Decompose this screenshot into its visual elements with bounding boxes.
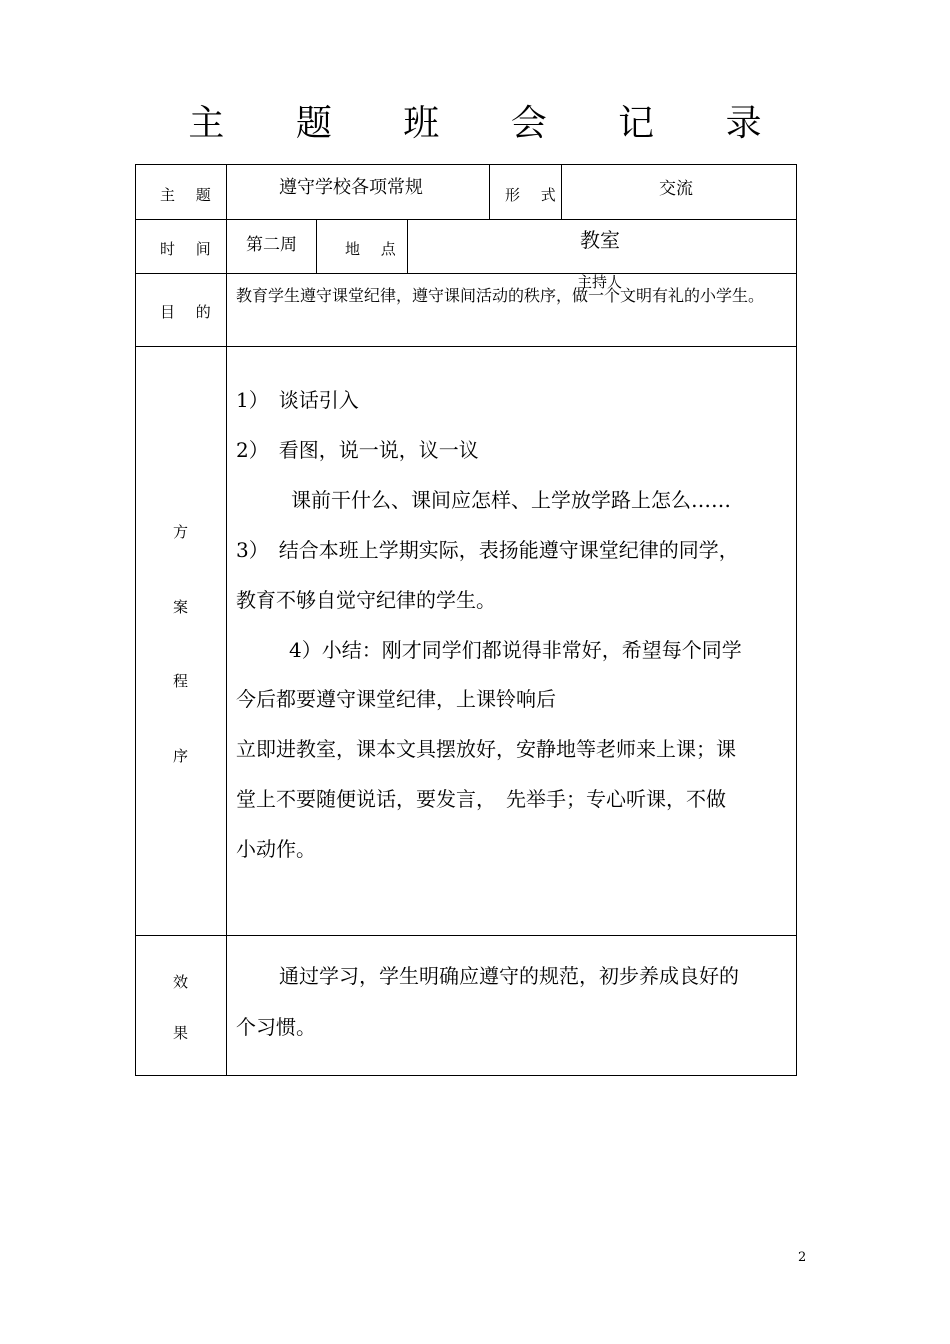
column-divider (226, 165, 227, 1075)
plan-line: 课前干什么、课间应怎样、上学放学路上怎么…… (291, 488, 731, 512)
plan-line: 教育不够自觉守纪律的学生。 (236, 588, 496, 612)
host-label: 主持人 (577, 273, 623, 291)
place-label: 地 点 (345, 240, 404, 258)
form-label: 形 式 (505, 186, 564, 204)
effect-label-char: 果 (173, 1024, 197, 1042)
column-divider (489, 165, 490, 219)
plan-label-char: 方 (173, 523, 197, 541)
topic-value: 遵守学校各项常规 (279, 177, 423, 198)
time-value: 第二周 (246, 235, 297, 255)
plan-line: 立即进教室，课本文具摆放好，安静地等老师来上课；课 (236, 737, 736, 761)
row-divider (136, 219, 796, 220)
plan-label-char: 案 (173, 598, 197, 616)
row-divider (136, 935, 796, 936)
time-label: 时 间 (160, 240, 219, 258)
form-value: 交流 (659, 179, 693, 199)
plan-line: 1） 谈话引入 (236, 388, 359, 412)
page-title: 主 题 班 会 记 录 (188, 103, 792, 144)
place-value: 教室 (580, 228, 620, 252)
effect-label-char: 效 (173, 973, 197, 991)
column-divider (316, 219, 317, 273)
plan-line: 今后都要遵守课堂纪律，上课铃响后 (236, 687, 556, 711)
page-number: 2 (798, 1250, 807, 1265)
purpose-label: 目 的 (160, 303, 219, 321)
plan-label-char: 程 (173, 672, 197, 690)
column-divider (407, 219, 408, 273)
plan-line: 4）小结：刚才同学们都说得非常好，希望每个同学 (289, 638, 742, 662)
row-divider (136, 346, 796, 347)
class-meeting-record-table (135, 164, 797, 1076)
plan-line: 小动作。 (236, 837, 316, 861)
plan-line: 2） 看图，说一说，议一议 (236, 438, 479, 462)
topic-label: 主 题 (160, 186, 219, 204)
plan-line: 3） 结合本班上学期实际，表扬能遵守课堂纪律的同学， (236, 538, 739, 562)
plan-line: 堂上不要随便说话，要发言， 先举手；专心听课，不做 (236, 787, 726, 811)
plan-label-char: 序 (173, 747, 197, 765)
effect-line: 通过学习，学生明确应遵守的规范，初步养成良好的 (279, 964, 739, 988)
row-divider (136, 273, 796, 274)
purpose-text: 教育学生遵守课堂纪律，遵守课间活动的秩序，做一个文明有礼的小学生。 (236, 286, 765, 305)
effect-line: 个习惯。 (236, 1015, 316, 1039)
